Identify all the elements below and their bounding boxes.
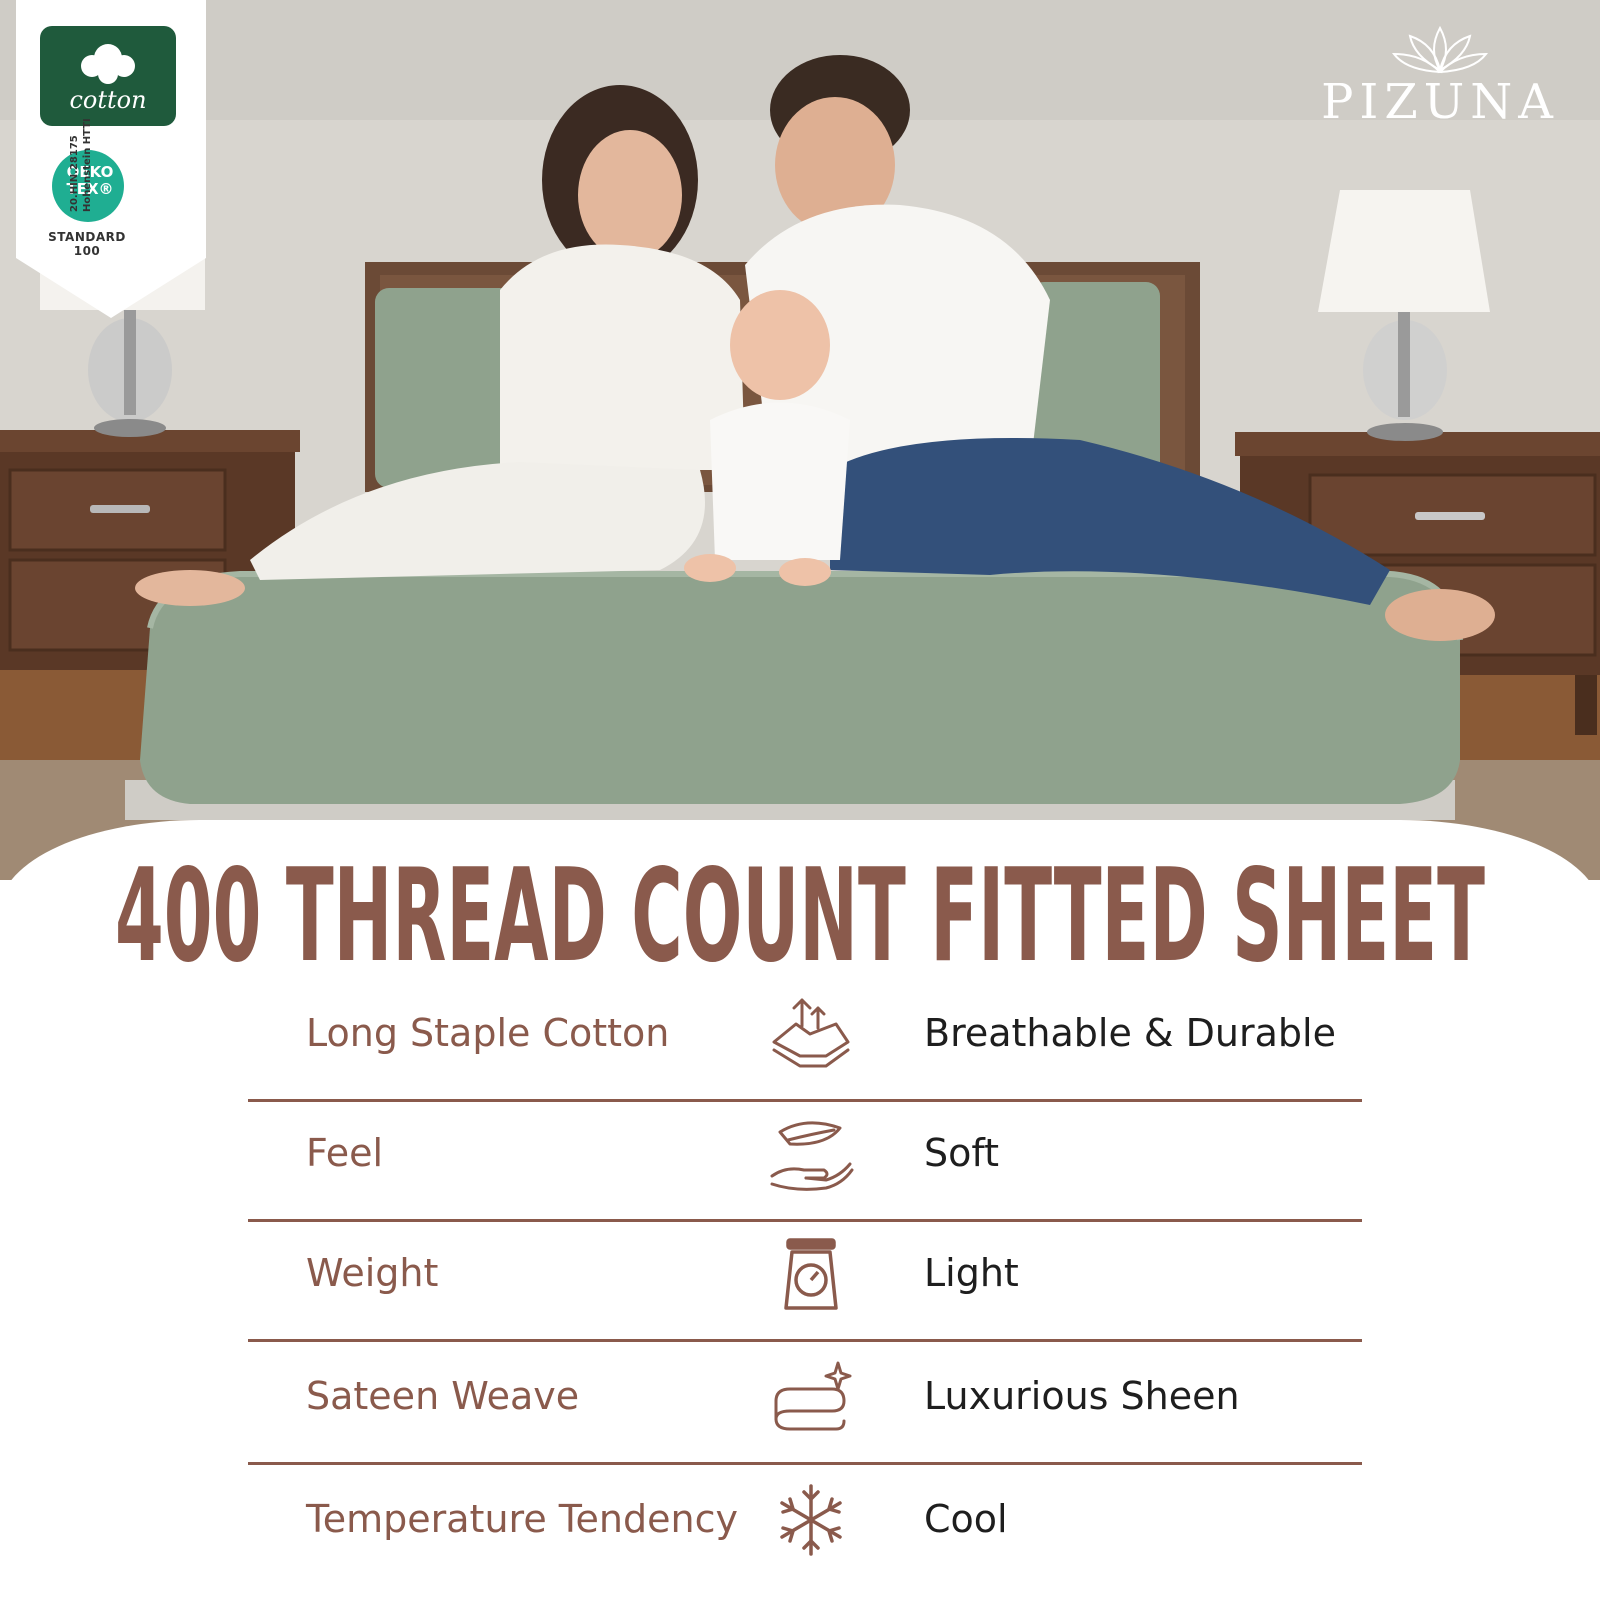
badge-ribbon-icon [16, 0, 206, 320]
feature-row-temperature [248, 1468, 1362, 1588]
row-divider [248, 1462, 1362, 1465]
folded-towel-sparkle-icon [766, 1357, 856, 1437]
feature-label: Temperature Tendency [306, 1497, 738, 1541]
feature-value: Luxurious Sheen [924, 1374, 1240, 1418]
snowflake-icon [766, 1480, 856, 1560]
headline: 400 THREAD COUNT FITTED SHEET [115, 842, 1485, 988]
oeko-tex-title: OEKO TEX® [66, 163, 114, 198]
oeko-tex-standard: STANDARD 100 [48, 230, 126, 258]
feature-row-weave [248, 1345, 1362, 1465]
feature-value: Soft [924, 1131, 999, 1175]
feature-label: Sateen Weave [306, 1374, 580, 1418]
feather-hand-icon [766, 1114, 856, 1194]
oeko-certificate-number: 20.HIN.28175 [69, 135, 80, 212]
lotus-flower-icon [1310, 20, 1570, 80]
certification-badge [16, 0, 206, 320]
feature-row-weight [248, 1222, 1362, 1342]
oeko-tex-certificate [68, 72, 94, 212]
feature-value: Breathable & Durable [924, 1011, 1336, 1055]
feature-row-feel [248, 1102, 1362, 1222]
feature-label: Long Staple Cotton [306, 1011, 670, 1055]
feature-label: Weight [306, 1251, 439, 1295]
headline-graphic [0, 838, 1600, 988]
brand-name: PIZUNA [1321, 74, 1559, 130]
feature-label: Feel [306, 1131, 384, 1175]
brand-logo [1310, 20, 1570, 130]
feature-row-cotton [248, 982, 1362, 1102]
cotton-logo-text: cotton [69, 86, 147, 114]
row-divider [248, 1339, 1362, 1342]
breathable-fabric-icon [766, 994, 856, 1074]
scale-icon [766, 1234, 856, 1314]
feature-value: Light [924, 1251, 1019, 1295]
feature-value: Cool [924, 1497, 1008, 1541]
oeko-institute: Hohenstein HTTI [82, 118, 93, 212]
